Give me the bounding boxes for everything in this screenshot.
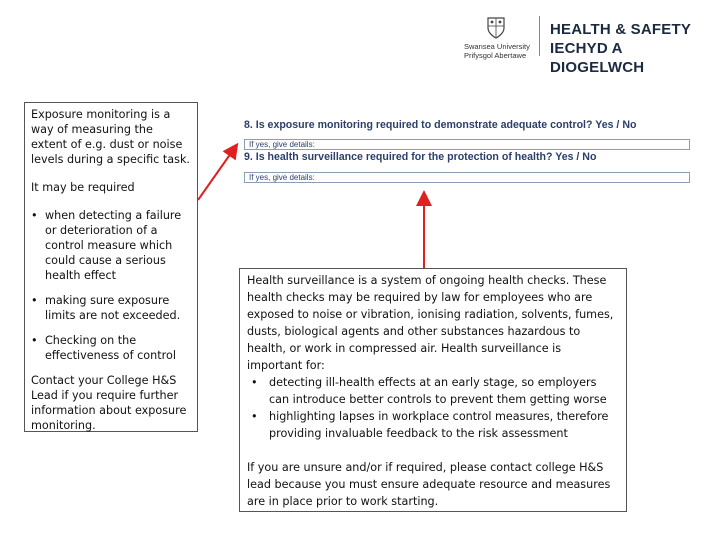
bullet-icon: •: [31, 294, 38, 307]
question-8: 8. Is exposure monitoring required to demonstrate adequate control? Yes / No: [244, 119, 637, 131]
exposure-intro: Exposure monitoring is a way of measuring the extent of e.g. dust or noise levels during a specific task.: [31, 108, 190, 166]
university-crest-icon: [486, 16, 506, 40]
header-divider: [539, 16, 540, 56]
title-english: HEALTH & SAFETY: [550, 21, 692, 38]
exposure-monitoring-box: [24, 102, 198, 432]
bullet-icon: •: [31, 209, 38, 222]
university-name: [464, 42, 530, 60]
q8-details-field[interactable]: If yes, give details:: [244, 139, 690, 150]
title-welsh: IECHYD A DIOGELWCH: [550, 40, 645, 76]
arrow-to-question-8: [198, 146, 236, 200]
bullet-icon: •: [251, 410, 258, 423]
list-item: • detecting ill-health effects at an early stage, so employers can introduce better controls to prevent them getting worse: [251, 376, 607, 406]
page-title: [550, 20, 720, 77]
question-9: 9. Is health surveillance required for the protection of health? Yes / No: [244, 151, 597, 163]
list-item: • highlighting lapses in workplace control measures, therefore providing invaluable feedback to the risk assessment: [251, 410, 609, 440]
university-name-en: Swansea University: [464, 42, 530, 51]
health-surveillance-box: [239, 268, 627, 512]
surveillance-contact: If you are unsure and/or if required, please contact college H&S lead because you must ensure adequate resource and measures are in place prior to work starting.: [247, 461, 611, 508]
university-name-cy: Prifysgol Abertawe: [464, 51, 527, 60]
bullet-icon: •: [251, 376, 258, 389]
exposure-bullet-list: [31, 208, 191, 363]
surveillance-bullet-list: [247, 374, 619, 442]
surveillance-intro: Health surveillance is a system of ongoing health checks. These health checks may be required by law for employees who are exposed to noise or vibration, ionising radiation, solvents, fumes, dusts, biological agents and other substances hazardous to health, or work in compressed air. Health surveillance is important for:: [247, 274, 614, 372]
bullet-icon: •: [31, 334, 38, 347]
list-item: • making sure exposure limits are not exceeded.: [31, 294, 181, 322]
list-item: • Checking on the effectiveness of control: [31, 334, 176, 362]
list-item: • when detecting a failure or deterioration of a control measure which could cause a serious health effect: [31, 209, 182, 282]
exposure-contact: Contact your College H&S Lead if you require further information about exposure monitoring.: [31, 374, 187, 432]
may-be-required-heading: It may be required: [31, 181, 135, 194]
q9-details-field[interactable]: If yes, give details:: [244, 172, 690, 183]
